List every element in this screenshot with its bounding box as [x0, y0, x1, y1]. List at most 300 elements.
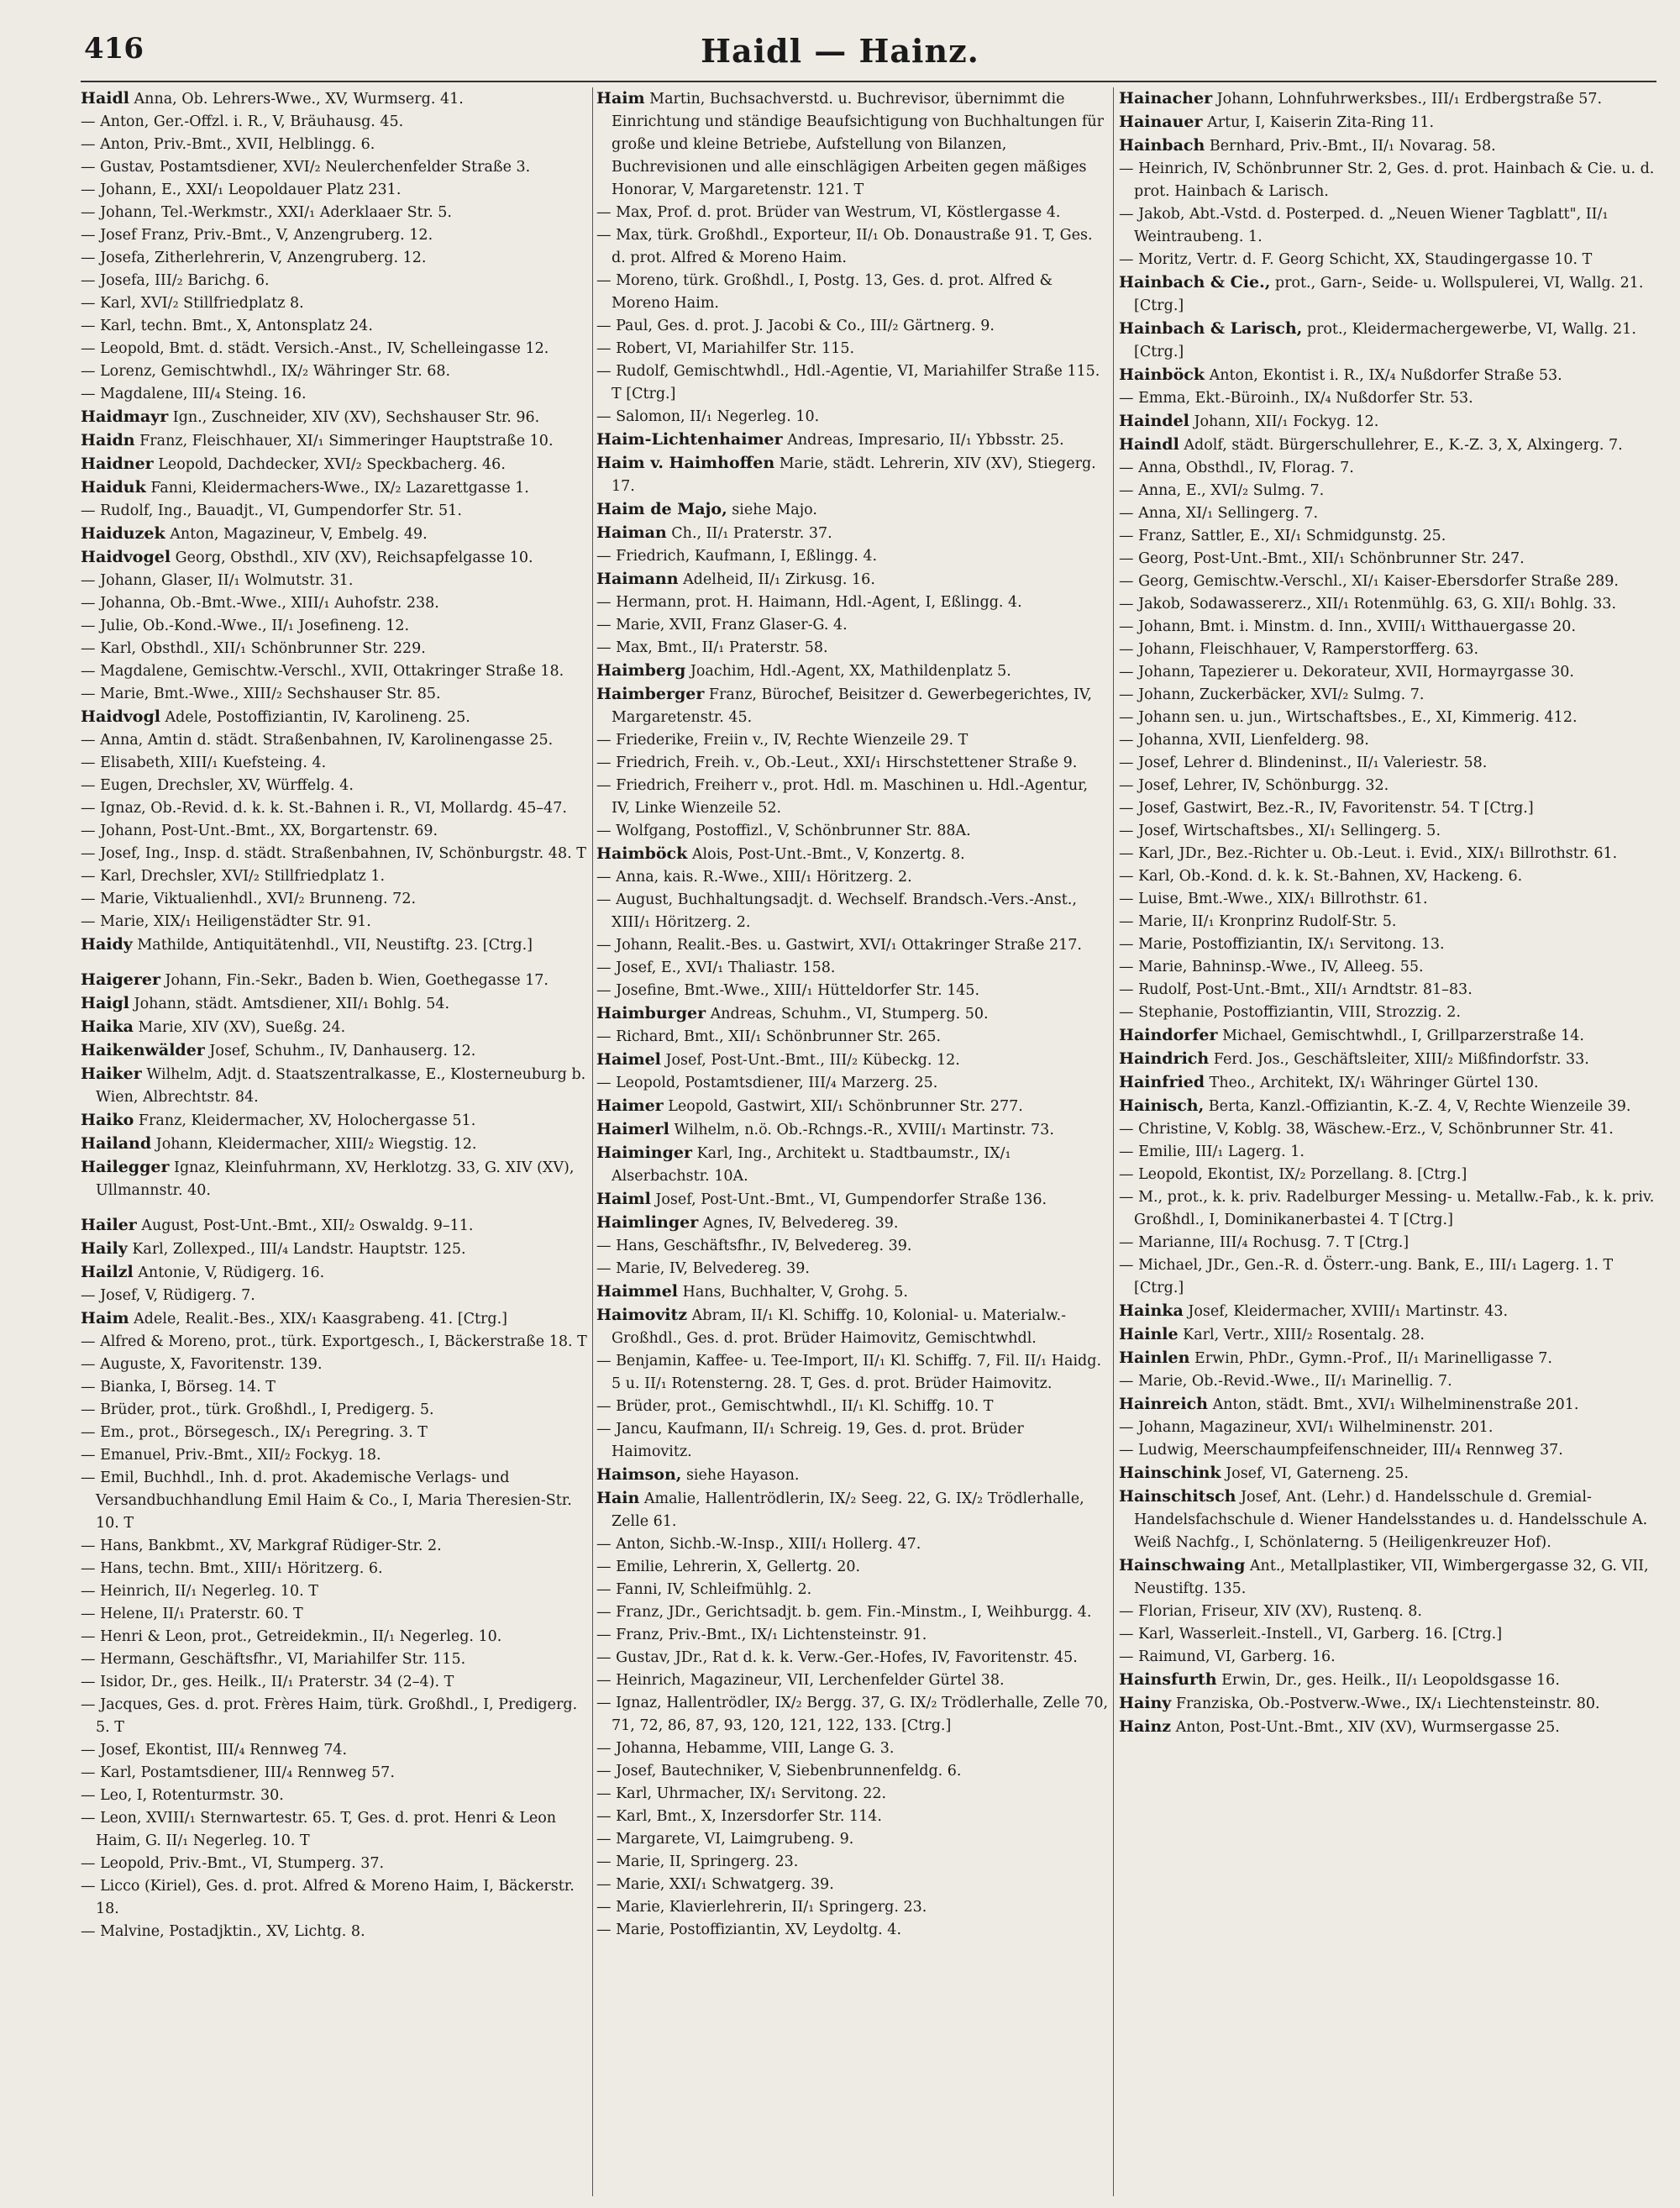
directory-entry [596, 1533, 1109, 1556]
directory-entry [596, 957, 1109, 980]
entry-text: — Auguste, X, Favoritenstr. 139. [81, 1356, 323, 1373]
directory-entry [1119, 888, 1660, 911]
directory-entry [81, 111, 588, 134]
entry-text: — Elisabeth, XIII/₁ Kuefsteing. 4. [81, 754, 327, 771]
entry-surname: Hainschink [1119, 1464, 1221, 1482]
directory-entry [596, 729, 1109, 752]
directory-entry [81, 383, 588, 406]
directory-entry-head [596, 1464, 1109, 1487]
entry-text: — Jacques, Ges. d. prot. Frères Haim, türk. Großhdl., I, Predigerg. 5. T [81, 1696, 578, 1736]
directory-entry [81, 1354, 588, 1376]
entry-surname: Haimann [596, 570, 679, 588]
directory-entry [81, 660, 588, 683]
entry-surname: Haim de Majo, [596, 500, 727, 518]
directory-entry-head [1119, 1095, 1660, 1118]
entry-surname: Haidner [81, 455, 154, 473]
entry-text: — Leo, I, Rotenturmstr. 30. [81, 1787, 284, 1804]
directory-entry [596, 1828, 1109, 1851]
directory-entry [1119, 661, 1660, 684]
directory-entry [1119, 387, 1660, 410]
entry-text: — Karl, XVI/₂ Stillfriedplatz 8. [81, 295, 304, 312]
directory-entry [596, 1669, 1109, 1692]
entry-surname: Haim v. Haimhoffen [596, 454, 775, 472]
entry-surname: Haindel [1119, 412, 1189, 430]
directory-entry-head [81, 1109, 588, 1133]
directory-entry [81, 1921, 588, 1943]
entry-text: Marie, XIV (XV), Sueßg. 24. [133, 1019, 346, 1036]
entry-text: — Josef, Lehrer, IV, Schönburgg. 32. [1119, 777, 1389, 794]
directory-entry-head [81, 933, 588, 957]
entry-text: — Friedrich, Kaufmann, I, Eßlingg. 4. [596, 548, 878, 565]
entry-surname: Hainacher [1119, 89, 1213, 108]
directory-entry [596, 820, 1109, 843]
entry-text: — Hans, Geschäftsfhr., IV, Belvedereg. 39. [596, 1238, 912, 1254]
directory-entry-head [1119, 1347, 1660, 1370]
entry-surname: Haimer [596, 1096, 664, 1115]
entry-text: — Josef, V, Rüdigerg. 7. [81, 1287, 255, 1304]
entry-surname: Hailzl [81, 1263, 134, 1281]
directory-entry [1119, 707, 1660, 729]
entry-text: Ch., II/₁ Praterstr. 37. [666, 525, 832, 542]
directory-entry [596, 614, 1109, 637]
entry-text: Ign., Zuschneider, XIV (XV), Sechshauser Str. 96. [168, 409, 540, 426]
entry-text: Andreas, Impresario, II/₁ Ybbsstr. 25. [782, 432, 1064, 449]
entry-text: — Josefa, Zitherlehrerin, V, Anzengruberg. 12. [81, 250, 427, 266]
directory-entry [81, 865, 588, 888]
directory-entry [596, 1783, 1109, 1806]
directory-entry [1119, 1001, 1660, 1024]
directory-entry [81, 224, 588, 247]
entry-text: prot., Garn-, Seide- u. Wollspulerei, VI, Wallg. 21. [Ctrg.] [1134, 275, 1644, 314]
entry-text: — Marie, Viktualienhdl., XVI/₂ Brunneng. 72. [81, 891, 417, 907]
directory-entry-head [596, 428, 1109, 452]
entry-text: Antonie, V, Rüdigerg. 16. [133, 1264, 325, 1281]
entry-text: — Johann, Tapezierer u. Dekorateur, XVII, Hormayrgasse 30. [1119, 664, 1574, 681]
directory-entry-head [596, 452, 1109, 498]
entry-text: — Karl, Ob.-Kond. d. k. k. St.-Bahnen, XV, Hackeng. 6. [1119, 868, 1523, 885]
entry-text: — August, Buchhaltungsadjt. d. Wechself. Brandsch.-Vers.-Anst., XIII/₁ Höritzerg. 2. [596, 891, 1077, 931]
directory-entry-head [81, 969, 588, 992]
directory-entry [1119, 1254, 1660, 1300]
entry-text: — Gustav, JDr., Rat d. k. k. Verw.-Ger.-Hofes, IV, Favoritenstr. 45. [596, 1649, 1078, 1666]
entry-text: — Ludwig, Meerschaumpfeifenschneider, III/₄ Rennweg 37. [1119, 1442, 1563, 1459]
directory-entry [1119, 1417, 1660, 1439]
directory-entry [1119, 548, 1660, 570]
entry-text: Adelheid, II/₁ Zirkusg. 16. [678, 571, 875, 588]
entry-text: — Johanna, XVII, Lienfelderg. 98. [1119, 732, 1369, 749]
directory-entry [596, 1601, 1109, 1624]
entry-text: — Heinrich, II/₁ Negerleg. 10. T [81, 1583, 318, 1600]
directory-entry [596, 1919, 1109, 1942]
directory-entry [1119, 639, 1660, 661]
entry-text: — Leopold, Priv.-Bmt., VI, Stumperg. 37. [81, 1855, 385, 1872]
entry-text: Johann, Kleidermacher, XIII/₂ Wiegstig. 12. [151, 1136, 477, 1153]
entry-surname: Hain [596, 1489, 640, 1507]
entry-surname: Haidy [81, 935, 133, 954]
entry-text: — Leopold, Bmt. d. städt. Versich.-Anst., IV, Schelleingasse 12. [81, 340, 549, 357]
directory-entry-head [1119, 1071, 1660, 1095]
directory-entry-head [81, 1261, 588, 1285]
entry-surname: Haindorfer [1119, 1026, 1218, 1044]
entry-text: — Johann, Bmt. i. Minstm. d. Inn., XVIII/₁ Witthauergasse 20. [1119, 618, 1577, 635]
directory-entry [81, 797, 588, 820]
entry-text: — Max, Prof. d. prot. Brüder van Westrum, VI, Köstlergasse 4. [596, 204, 1061, 221]
directory-entry-head [1119, 111, 1660, 134]
entry-text: Josef, Ant. (Lehr.) d. Handelsschule d. Gremial-Handelsfachschule d. Wiener Handelsstandes u. d. Handelsschule A. Weiß Nachfg., I, Schönlaterng. 5 (Heiligenkreuzer Hof). [1134, 1489, 1648, 1551]
directory-entry-head [1119, 1024, 1660, 1048]
directory-entry [1119, 979, 1660, 1001]
directory-entry-head [81, 1214, 588, 1238]
directory-entry [81, 1285, 588, 1307]
entry-text: Josef, Schuhm., IV, Danhauserg. 12. [204, 1043, 476, 1059]
directory-entry-head [1119, 434, 1660, 457]
directory-entry [81, 775, 588, 797]
entry-text: Johann, XII/₁ Fockyg. 12. [1189, 413, 1379, 430]
entry-text: — Hans, Bankbmt., XV, Markgraf Rüdiger-Str. 2. [81, 1538, 442, 1554]
entry-surname: Hailegger [81, 1158, 170, 1176]
entry-text: — Johann, Realit.-Bes. u. Gastwirt, XVI/₁ Ottakringer Straße 217. [596, 937, 1082, 954]
directory-entry [596, 1258, 1109, 1280]
entry-text: — Licco (Kiriel), Ges. d. prot. Alfred & Moreno Haim, I, Bäckerstr. 18. [81, 1878, 575, 1917]
directory-entry [81, 1694, 588, 1739]
entry-text: Agnes, IV, Belvedereg. 39. [698, 1215, 899, 1232]
entry-text: — Raimund, VI, Garberg. 16. [1119, 1648, 1336, 1665]
entry-text: — Christine, V, Koblg. 38, Wäschew.-Erz., V, Schönbrunner Str. 41. [1119, 1121, 1614, 1138]
entry-text: — Josef, Gastwirt, Bez.-R., IV, Favoritenstr. 54. T [Ctrg.] [1119, 800, 1534, 817]
entry-text: Anton, Magazineur, V, Embelg. 49. [165, 526, 428, 543]
directory-entry [81, 1875, 588, 1921]
entry-text: Franz, Kleidermacher, XV, Holochergasse 51. [134, 1112, 476, 1129]
entry-text: Josef, VI, Gaterneng. 25. [1221, 1465, 1409, 1482]
page-header [0, 32, 1680, 82]
directory-entry [596, 1851, 1109, 1874]
entry-surname: Haikenwälder [81, 1041, 205, 1059]
directory-entry-head [81, 992, 588, 1016]
directory-entry [1119, 203, 1660, 249]
directory-entry-head [81, 87, 588, 111]
entry-text: Josef, Kleidermacher, XVIII/₁ Martinstr. 43. [1183, 1303, 1509, 1320]
entry-text: — Bianka, I, Börseg. 14. T [81, 1379, 276, 1396]
directory-entry [596, 338, 1109, 360]
directory-entry [81, 1671, 588, 1694]
entry-text: — Rudolf, Post-Unt.-Bmt., XII/₁ Arndtstr. 81–83. [1119, 981, 1473, 998]
entry-surname: Hainschitsch [1119, 1487, 1236, 1506]
directory-entry-head [596, 1095, 1109, 1118]
entry-surname: Haimberg [596, 661, 686, 680]
entry-text: — Marie, II/₁ Kronprinz Rudolf-Str. 5. [1119, 913, 1397, 930]
entry-text: — Josef, Ing., Insp. d. städt. Straßenbahnen, IV, Schönburgstr. 48. T [81, 845, 586, 862]
entry-text: Hans, Buchhalter, V, Grohg. 5. [678, 1284, 908, 1301]
entry-text: Adele, Postoffiziantin, IV, Karolineng. 25. [160, 709, 470, 726]
entry-text: — Marie, Postoffiziantin, XV, Leydoltg. 4. [596, 1921, 902, 1938]
entry-text: — Johann, Tel.-Werkmstr., XXI/₁ Aderklaaer Str. 5. [81, 204, 452, 221]
directory-entry [1119, 956, 1660, 979]
entry-text: — Robert, VI, Mariahilfer Str. 115. [596, 340, 855, 357]
entry-text: Ignaz, Kleinfuhrmann, XV, Herklotzg. 33, G. XIV (XV), Ullmannstr. 40. [96, 1159, 575, 1199]
directory-entry [596, 1806, 1109, 1828]
directory-entry-head [81, 1016, 588, 1039]
entry-text: — Marie, Bmt.-Wwe., XIII/₂ Sechshauser Str. 85. [81, 686, 441, 702]
directory-entry [81, 1580, 588, 1603]
entry-text: — Josef Franz, Priv.-Bmt., V, Anzengruberg. 12. [81, 227, 433, 244]
entry-text: — Julie, Ob.-Kond.-Wwe., II/₁ Josefineng. 12. [81, 618, 410, 634]
entry-text: — Magdalene, Gemischtw.-Verschl., XVII, Ottakringer Straße 18. [81, 663, 564, 680]
directory-entry [1119, 729, 1660, 752]
directory-entry [596, 1647, 1109, 1669]
entry-gap [81, 957, 588, 969]
directory-entry [1119, 525, 1660, 548]
directory-entry [596, 1896, 1109, 1919]
entry-text: Leopold, Dachdecker, XVI/₂ Speckbacherg. 46. [153, 456, 506, 473]
directory-entry [1119, 1186, 1660, 1232]
directory-entry [81, 729, 588, 752]
entry-surname: Haidvogel [81, 548, 171, 566]
entry-surname: Hainy [1119, 1694, 1172, 1712]
directory-entry [81, 683, 588, 706]
directory-entry-head [1119, 1393, 1660, 1417]
entry-text: — Karl, Bmt., X, Inzersdorfer Str. 114. [596, 1808, 882, 1825]
entry-text: — Emanuel, Priv.-Bmt., XII/₂ Fockyg. 18. [81, 1447, 381, 1464]
entry-text: — Anton, Ger.-Offzl. i. R., V, Bräuhausg. 45. [81, 113, 404, 130]
entry-text: — Josef, Bautechniker, V, Siebenbrunnenfeldg. 6. [596, 1763, 962, 1780]
entry-text: — Emilie, III/₁ Lagerg. 1. [1119, 1143, 1305, 1160]
directory-entry-head [81, 523, 588, 546]
directory-entry [1119, 1232, 1660, 1254]
entry-text: — Georg, Post-Unt.-Bmt., XII/₁ Schönbrunner Str. 247. [1119, 550, 1525, 567]
entry-text: Adolf, städt. Bürgerschullehrer, E., K.-Z. 3, X, Alxingerg. 7. [1179, 437, 1623, 454]
entry-text: — Marianne, III/₄ Rochusg. 7. T [Ctrg.] [1119, 1234, 1410, 1251]
entry-text: Karl, Vertr., XIII/₂ Rosentalg. 28. [1178, 1327, 1425, 1343]
directory-entry-head [596, 1188, 1109, 1212]
directory-entry [81, 360, 588, 383]
directory-entry [1119, 933, 1660, 956]
entry-text: Anton, städt. Bmt., XVI/₁ Wilhelminenstraße 201. [1208, 1396, 1579, 1413]
entry-text: — Johanna, Hebamme, VIII, Lange G. 3. [596, 1740, 895, 1757]
entry-text: — Paul, Ges. d. prot. J. Jacobi & Co., III/₂ Gärtnerg. 9. [596, 318, 995, 334]
directory-entry [1119, 1141, 1660, 1164]
entry-text: — Gustav, Postamtsdiener, XVI/₂ Neulerchenfelder Straße 3. [81, 159, 531, 176]
directory-entry [1119, 1601, 1660, 1623]
directory-entry [81, 179, 588, 202]
running-title: Haidl — Hainz. [701, 32, 979, 70]
directory-entry [81, 1807, 588, 1853]
entry-text: Wilhelm, Adjt. d. Staatszentralkasse, E., Klosterneuburg b. Wien, Albrechtstr. 84. [96, 1066, 586, 1106]
entry-text: — Johann sen. u. jun., Wirtschaftsbes., E., XI, Kimmerig. 412. [1119, 709, 1578, 726]
entry-text: — Moritz, Vertr. d. F. Georg Schicht, XX, Staudingergasse 10. T [1119, 251, 1593, 268]
directory-entry [1119, 502, 1660, 525]
directory-entry-head [81, 1238, 588, 1261]
entry-surname: Haiko [81, 1111, 134, 1129]
entry-surname: Hainz [1119, 1717, 1172, 1736]
entry-text: — Josefine, Bmt.-Wwe., XIII/₁ Hütteldorfer Str. 145. [596, 982, 980, 999]
entry-text: Joachim, Hdl.-Agent, XX, Mathildenplatz 5. [685, 663, 1011, 680]
entry-surname: Haiminger [596, 1143, 692, 1162]
entry-surname: Hainbach [1119, 136, 1205, 155]
directory-entry [596, 406, 1109, 428]
directory-entry [596, 224, 1109, 270]
entry-text: — Leopold, Postamtsdiener, III/₄ Marzerg. 25. [596, 1075, 938, 1091]
directory-entry [81, 1376, 588, 1399]
directory-entry [81, 843, 588, 865]
entry-text: prot., Kleidermachergewerbe, VI, Wallg. 21. [Ctrg.] [1134, 321, 1636, 360]
entry-text: — Moreno, türk. Großhdl., I, Postg. 13, Ges. d. prot. Alfred & Moreno Haim. [596, 272, 1053, 312]
entry-text: — Benjamin, Kaffee- u. Tee-Import, II/₁ Kl. Schiffg. 7, Fil. II/₁ Haidg. 5 u. II/₁ Rotensterng. 28. T, Ges. d. prot. Brüder Haimovitz. [596, 1353, 1102, 1392]
entry-surname: Haimberger [596, 685, 705, 703]
directory-entry-head [81, 429, 588, 453]
entry-text: — Alfred & Moreno, prot., türk. Exportgesch., I, Bäckerstraße 18. T [81, 1333, 587, 1350]
entry-text: Mathilde, Antiquitätenhdl., VII, Neustiftg. 23. [Ctrg.] [132, 937, 533, 954]
directory-entry [81, 1535, 588, 1558]
directory-entry [596, 1396, 1109, 1418]
entry-text: — Karl, Postamtsdiener, III/₄ Rennweg 57. [81, 1764, 395, 1781]
column-2 [596, 87, 1109, 2196]
directory-entry [596, 637, 1109, 660]
entry-text: — Jakob, Sodawassererz., XII/₁ Rotenmühlg. 63, G. XII/₁ Bohlg. 33. [1119, 596, 1617, 612]
entry-text: Johann, städt. Amtsdiener, XII/₁ Bohlg. 54. [129, 996, 450, 1012]
entry-text: — Johanna, Ob.-Bmt.-Wwe., XIII/₁ Auhofstr. 238. [81, 595, 439, 612]
entry-text: — Stephanie, Postoffiziantin, VIII, Strozzig. 2. [1119, 1004, 1461, 1021]
directory-entry-head [1119, 1048, 1660, 1071]
directory-entry [81, 570, 588, 592]
entry-text: Johann, Lohnfuhrwerksbes., III/₁ Erdbergstraße 57. [1212, 91, 1603, 108]
entry-text: — Richard, Bmt., XII/₁ Schönbrunner Str. 265. [596, 1028, 942, 1045]
directory-entry [1119, 865, 1660, 888]
entry-surname: Hainlen [1119, 1348, 1190, 1367]
entry-text: — Karl, Uhrmacher, IX/₁ Servitong. 22. [596, 1785, 887, 1802]
entry-text: — Emma, Ekt.-Büroinh., IX/₄ Nußdorfer Str. 53. [1119, 390, 1473, 407]
entry-text: — Leopold, Ekontist, IX/₂ Porzellang. 8. [Ctrg.] [1119, 1166, 1467, 1183]
column-1 [81, 87, 588, 2196]
entry-text: — Friederike, Freiin v., IV, Rechte Wienzeile 29. T [596, 732, 969, 749]
directory-entry [1119, 843, 1660, 865]
directory-entry [1119, 616, 1660, 639]
entry-text: Alois, Post-Unt.-Bmt., V, Konzertg. 8. [687, 846, 965, 863]
directory-entry [81, 292, 588, 315]
entry-text: Erwin, Dr., ges. Heilk., II/₁ Leopoldsgasse 16. [1216, 1672, 1560, 1689]
entry-text: — Magdalene, III/₄ Steing. 16. [81, 386, 307, 402]
directory-entry [1119, 570, 1660, 593]
entry-surname: Hainböck [1119, 365, 1205, 384]
entry-text: — Anton, Priv.-Bmt., XVII, Helblingg. 6. [81, 136, 375, 153]
directory-entry [596, 1760, 1109, 1783]
directory-entry [1119, 1439, 1660, 1462]
entry-surname: Hainbach & Larisch, [1119, 319, 1303, 338]
directory-entry [596, 1737, 1109, 1760]
entry-text: — Margarete, VI, Laimgrubeng. 9. [596, 1831, 854, 1848]
directory-entry [81, 1648, 588, 1671]
entry-text: Georg, Obsthdl., XIV (XV), Reichsapfelgasse 10. [171, 549, 533, 566]
entry-text: — Josef, Ekontist, III/₄ Rennweg 74. [81, 1742, 348, 1759]
directory-entry [81, 1626, 588, 1648]
directory-entry [596, 889, 1109, 934]
directory-entry [1119, 820, 1660, 843]
entry-surname: Haimovitz [596, 1306, 688, 1324]
entry-text: Ant., Metallplastiker, VII, Wimbergergasse 32, G. VII, Neustiftg. 135. [1134, 1558, 1649, 1597]
directory-entry [1119, 797, 1660, 820]
entry-text: Artur, I, Kaiserin Zita-Ring 11. [1202, 114, 1435, 131]
entry-text: — Johann, Post-Unt.-Bmt., XX, Borgartenstr. 69. [81, 823, 438, 839]
directory-entry-head [1119, 1692, 1660, 1716]
entry-surname: Haim-Lichtenhaimer [596, 430, 783, 449]
directory-entry-head [1119, 1462, 1660, 1485]
directory-columns [81, 87, 1660, 2196]
directory-entry [1119, 1118, 1660, 1141]
directory-entry [1119, 684, 1660, 707]
directory-entry [81, 500, 588, 523]
page-number: 416 [84, 32, 144, 66]
entry-text: Franz, Bürochef, Beisitzer d. Gewerbegerichtes, IV, Margaretenstr. 45. [612, 686, 1092, 726]
directory-entry [596, 1579, 1109, 1601]
directory-entry-head [596, 1118, 1109, 1142]
entry-text: Theo., Architekt, IX/₁ Währinger Gürtel 130. [1205, 1075, 1539, 1091]
entry-surname: Hainisch, [1119, 1096, 1205, 1115]
entry-text: — Karl, Obsthdl., XII/₁ Schönbrunner Str. 229. [81, 640, 426, 657]
directory-entry-head [596, 1049, 1109, 1072]
entry-text: — Leon, XVIII/₁ Sternwartestr. 65. T, Ges. d. prot. Henri & Leon Haim, G. II/₁ Negerleg. 10. T [81, 1810, 557, 1849]
directory-entry [81, 1603, 588, 1626]
directory-entry-head [596, 1212, 1109, 1235]
entry-text: — Johann, E., XXI/₁ Leopoldauer Platz 231. [81, 181, 402, 198]
directory-entry [81, 888, 588, 911]
entry-text: — Josef, E., XVI/₁ Thaliastr. 158. [596, 959, 836, 976]
entry-text: — Rudolf, Gemischtwhdl., Hdl.-Agentie, VI, Mariahilfer Straße 115. T [Ctrg.] [596, 363, 1100, 402]
directory-entry [81, 315, 588, 338]
entry-text: — Emilie, Lehrerin, X, Gellertg. 20. [596, 1559, 861, 1575]
entry-surname: Hainauer [1119, 113, 1203, 131]
directory-entry-head [81, 1156, 588, 1202]
entry-text: — Jancu, Kaufmann, II/₁ Schreig. 19, Ges. d. prot. Brüder Haimovitz. [596, 1421, 1024, 1460]
entry-text: siehe Hayason. [681, 1467, 800, 1484]
entry-text: — Max, Bmt., II/₁ Praterstr. 58. [596, 639, 828, 656]
entry-surname: Hainreich [1119, 1395, 1208, 1413]
directory-entry-head [81, 1063, 588, 1109]
entry-surname: Haigerer [81, 970, 160, 989]
directory-entry-head [1119, 1300, 1660, 1323]
directory-entry-head [1119, 87, 1660, 111]
entry-text: — Josef, Lehrer d. Blindeninst., II/₁ Valeriestr. 58. [1119, 754, 1488, 771]
entry-surname: Hainfried [1119, 1073, 1205, 1091]
entry-text: — Marie, XVII, Franz Glaser-G. 4. [596, 617, 848, 633]
entry-text: Martin, Buchsachverstd. u. Buchrevisor, übernimmt die Einrichtung und ständige Beaufsichtigung von Buchhaltungen für große und kleine Betriebe, Aufstellung von Bilanzen, Buchrevisionen und alle einschlägigen Arbeiten gegen mäßiges Honorar, V, Margaretenstr. 121. T [612, 91, 1104, 198]
directory-entry [596, 591, 1109, 614]
directory-entry-head [1119, 271, 1660, 318]
entry-text: — Hermann, prot. H. Haimann, Hdl.-Agent, I, Eßlingg. 4. [596, 594, 1022, 611]
entry-surname: Haim [596, 89, 645, 108]
directory-entry [596, 545, 1109, 568]
entry-text: Josef, Post-Unt.-Bmt., III/₂ Kübeckg. 12. [660, 1052, 960, 1069]
entry-text: — Marie, XXI/₁ Schwatgerg. 39. [596, 1876, 834, 1893]
entry-surname: Haimel [596, 1050, 661, 1069]
entry-surname: Haidmayr [81, 407, 169, 426]
column-3 [1119, 87, 1660, 2196]
entry-surname: Haily [81, 1239, 128, 1258]
directory-entry [81, 156, 588, 179]
entry-text: — Luise, Bmt.-Wwe., XIX/₁ Billrothstr. 61. [1119, 891, 1428, 907]
directory-entry-head [1119, 364, 1660, 387]
entry-surname: Hainka [1119, 1301, 1184, 1320]
directory-entry-head [81, 1307, 588, 1331]
entry-surname: Haigl [81, 994, 129, 1012]
entry-text: siehe Majo. [727, 502, 817, 518]
directory-entry-head [81, 476, 588, 500]
directory-entry [596, 752, 1109, 775]
directory-entry [1119, 911, 1660, 933]
directory-entry [1119, 1164, 1660, 1186]
entry-surname: Haiduzek [81, 524, 165, 543]
directory-entry-head [81, 706, 588, 729]
entry-text: — Anna, E., XVI/₂ Sulmg. 7. [1119, 482, 1325, 499]
directory-entry [596, 1350, 1109, 1396]
